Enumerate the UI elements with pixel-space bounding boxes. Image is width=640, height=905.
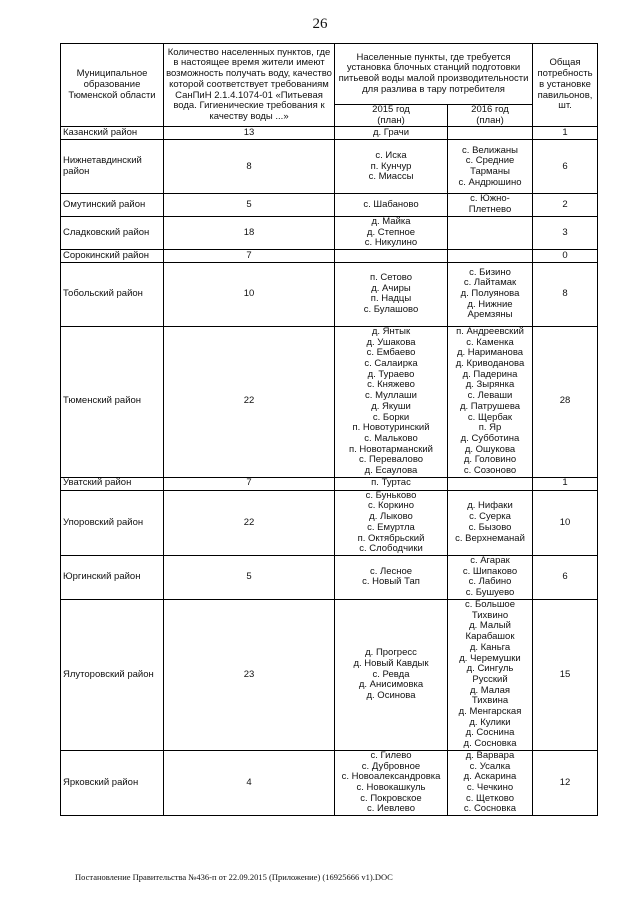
plan-2015-cell: п. Туртас (335, 477, 448, 490)
district-cell: Тюменский район (61, 326, 164, 477)
table-row (61, 262, 598, 326)
plan-2015-cell: д. Янтык д. Ушакова с. Ембаево с. Салаирка д. Тураево с. Княжево с. Муллаши д. Якуши с. Борки п. Новотуринский с. Мальково п. Новотарманский с. Перевалово д. Есаулова (335, 326, 448, 477)
district-cell: Омутинский район (61, 194, 164, 216)
total-cell: 15 (533, 599, 598, 750)
plan-2016-cell: с. Большое Тихвино д. Малый Карабашок д. Каньга д. Черемушки д. Сингуль Русский д. Малая Тихвина д. Менгарская д. Кулики д. Соснина д. Сосновка (448, 599, 533, 750)
plan-2015-cell: д. Майка д. Степное с. Никулино (335, 216, 448, 249)
count-cell: 23 (164, 599, 335, 750)
total-cell: 10 (533, 490, 598, 555)
district-cell: Сладковский район (61, 216, 164, 249)
plan-2015-cell: д. Прогресс д. Новый Кавдык с. Ревда д. Анисимовка д. Осинова (335, 599, 448, 750)
table-row (61, 140, 598, 194)
count-cell: 5 (164, 555, 335, 599)
plan-2016-cell (448, 249, 533, 262)
plan-2015-cell: с. Иска п. Кунчур с. Миассы (335, 140, 448, 194)
header-required-settlements: Населенные пункты, где требуется установка блочных станций подготовки питьевой воды малой производительности для разлива в тару потребителя (335, 44, 533, 105)
header-total-need: Общая потребность в установке павильонов, шт. (533, 44, 598, 127)
plan-2015-cell (335, 249, 448, 262)
header-municipality: Муниципальное образование Тюменской области (61, 44, 164, 127)
table-row (61, 216, 598, 249)
page-number: 26 (312, 16, 328, 32)
count-cell: 10 (164, 262, 335, 326)
header-2015: 2015 год (план) (335, 105, 448, 127)
table-row (61, 127, 598, 140)
document-footer: Постановление Правительства №436-п от 22.09.2015 (Приложение) (16925666 v1).DOC (75, 872, 393, 882)
count-cell: 13 (164, 127, 335, 140)
table-row (61, 326, 598, 477)
district-cell: Сорокинский район (61, 249, 164, 262)
total-cell: 0 (533, 249, 598, 262)
plan-2016-cell (448, 127, 533, 140)
total-cell: 8 (533, 262, 598, 326)
district-cell: Казанский район (61, 127, 164, 140)
plan-2016-cell: д. Варвара с. Усалка д. Аскарина с. Чечкино с. Щетково с. Сосновка (448, 750, 533, 815)
total-cell: 6 (533, 555, 598, 599)
district-cell: Юргинский район (61, 555, 164, 599)
count-cell: 22 (164, 326, 335, 477)
table-row (61, 194, 598, 216)
plan-2016-cell: с. Велижаны с. Средние Тарманы с. Андрюшино (448, 140, 533, 194)
header-settlements-count: Количество населенных пунктов, где в настоящее время жители имеют возможность получать воду, качество которой соответствует требованиям СанПиН 2.1.4.1074-01 «Питьевая вода. Гигиенические требования к качеству воды ...» (164, 44, 335, 127)
district-cell: Упоровский район (61, 490, 164, 555)
plan-2016-cell: с. Бизино с. Лайтамак д. Полуянова д. Нижние Аремзяны (448, 262, 533, 326)
count-cell: 22 (164, 490, 335, 555)
district-cell: Нижнетавдинский район (61, 140, 164, 194)
plan-2015-cell: п. Сетово д. Ачиры п. Надцы с. Булашово (335, 262, 448, 326)
district-cell: Тобольский район (61, 262, 164, 326)
plan-2016-cell: с. Агарак с. Шипаково с. Лабино с. Бушуево (448, 555, 533, 599)
district-cell: Уватский район (61, 477, 164, 490)
count-cell: 7 (164, 477, 335, 490)
district-cell: Ярковский район (61, 750, 164, 815)
plan-2015-cell: д. Грачи (335, 127, 448, 140)
table-row (61, 490, 598, 555)
table-row (61, 750, 598, 815)
total-cell: 1 (533, 127, 598, 140)
table-row (61, 477, 598, 490)
plan-2015-cell: с. Гилево с. Дубровное с. Новоалександровка с. Новокашкуль с. Покровское с. Иевлево (335, 750, 448, 815)
header-2016: 2016 год (план) (448, 105, 533, 127)
total-cell: 6 (533, 140, 598, 194)
plan-2016-cell: с. Южно- Плетнево (448, 194, 533, 216)
table-row (61, 599, 598, 750)
water-stations-table (60, 43, 598, 816)
count-cell: 7 (164, 249, 335, 262)
count-cell: 4 (164, 750, 335, 815)
count-cell: 18 (164, 216, 335, 249)
table-row (61, 249, 598, 262)
total-cell: 2 (533, 194, 598, 216)
plan-2016-cell: д. Нифаки с. Суерка с. Бызово с. Верхнеманай (448, 490, 533, 555)
total-cell: 1 (533, 477, 598, 490)
total-cell: 12 (533, 750, 598, 815)
total-cell: 3 (533, 216, 598, 249)
table-row (61, 555, 598, 599)
total-cell: 28 (533, 326, 598, 477)
plan-2015-cell: с. Буньково с. Коркино д. Лыково с. Емуртла п. Октябрьский с. Слободчики (335, 490, 448, 555)
plan-2016-cell: п. Андреевский с. Каменка д. Нариманова д. Криводанова д. Падерина д. Зырянка с. Леваши д. Патрушева с. Щербак п. Яр д. Субботина д. Ошукова д. Головино с. Созоново (448, 326, 533, 477)
plan-2016-cell (448, 216, 533, 249)
plan-2016-cell (448, 477, 533, 490)
count-cell: 5 (164, 194, 335, 216)
plan-2015-cell: с. Шабаново (335, 194, 448, 216)
plan-2015-cell: с. Лесное с. Новый Тап (335, 555, 448, 599)
district-cell: Ялуторовский район (61, 599, 164, 750)
count-cell: 8 (164, 140, 335, 194)
